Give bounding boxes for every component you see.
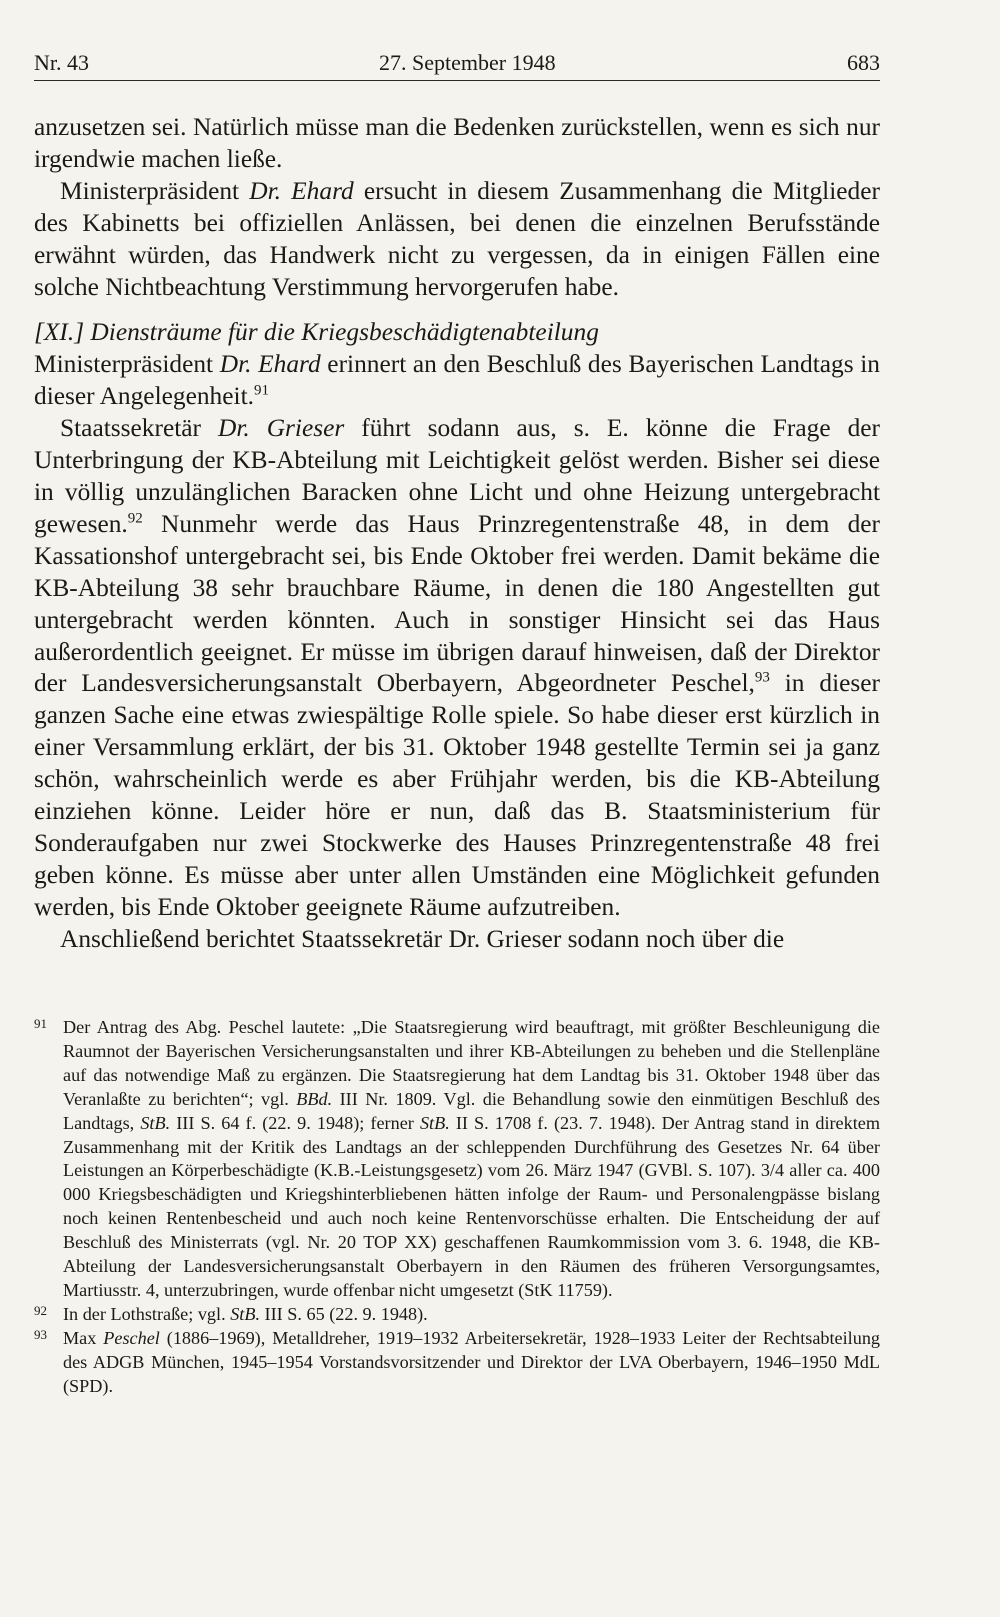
- main-text: [34, 112, 880, 956]
- footnote-ref[interactable]: 92: [127, 510, 143, 527]
- footnote-93: 93 Max Peschel (1886–1969), Metalldreher, 1919–1932 Arbeitersekretär, 1928–1933 Leiter der Rechtsabteilung des ADGB München, 1945–1954 Vorstandsvorsitzender und Direktor der LVA Oberbayern, 1946–1950 MdL (SPD).: [34, 1327, 880, 1399]
- footnotes: [34, 1016, 880, 1399]
- header-date: 27. September 1948: [379, 50, 556, 75]
- page-number: 683: [847, 50, 880, 75]
- person-name: Dr. Ehard: [249, 176, 354, 205]
- footnote-number: 91: [34, 1016, 47, 1031]
- section-title: Diensträume für die Kriegsbeschädigtenabteilung: [84, 318, 599, 347]
- document-number: Nr. 43: [34, 50, 89, 75]
- footnote-ref[interactable]: 91: [253, 382, 269, 399]
- paragraph: Ministerpräsident Dr. Ehard erinnert an den Beschluß des Bayerischen Landtags in dieser Angelegenheit.$^{91}$: [34, 350, 880, 411]
- paragraph: Anschließend berichtet Staatssekretär Dr. Grieser sodann noch über die: [60, 924, 785, 953]
- paragraph: anzusetzen sei. Natürlich müsse man die Bedenken zurückstellen, wenn es sich nur irgendwie machen ließe.: [34, 113, 880, 173]
- footnote-number: 93: [34, 1326, 47, 1342]
- footnote-91: 91 Der Antrag des Abg. Peschel lautete: „Die Staatsregierung wird beauftragt, mit größter Beschleunigung die Raumnot der Bayerischen Versicherungsanstalten und ihrer KB-Abteilungen zu beheben und die Stellenpläne auf das notwendige Maß zu ergänzen. Die Staatsregierung hat dem Landtag bis 31. Oktober 1948 über das Veranlaßte zu berichten“; vgl. BBd. III Nr. 1809. Vgl. die Behandlung sowie den einmütigen Beschluß des Landtags, StB. III S. 64 f. (22. 9. 1948); ferner StB. II S. 1708 f. (23. 7. 1948). Der Antrag stand in direktem Zusammenhang mit der Kritik des Landtags an der schleppenden Durchführung des Gesetzes Nr. 64 über Leistungen an Körperbeschädigte (K.B.-Leistungsgesetz) vom 26. März 1947 (GVBl. S. 107). 3/4 aller ca. 400 000 Kriegsbeschädigten und Kriegshinterbliebenen hätten infolge der Raum- und Personalengpässe bislang noch keinen Rentenbescheid und auch noch keine Rentenvorschüsse erhalten. Die Entscheidung der auf Beschluß des Ministerrats (vgl. Nr. 20 TOP XX) geschaffenen Raumkommission vom 3. 6. 1948, die KB-Abteilung der Landesversicherungsanstalt Oberbayern in den Räumen des früheren Versorgungsamtes, Martiusstr. 4, unterzubringen, wurde offenbar nicht umgesetzt (StK 11759).: [34, 1016, 880, 1303]
- person-name: Dr. Grieser: [217, 414, 345, 443]
- paragraph: Ministerpräsident Dr. Ehard ersucht in diesem Zusammenhang die Mitglieder des Kabinetts bei offiziellen Anlässen, bei denen die einzelnen Berufsstände erwähnt würden, das Handwerk nicht zu vergessen, da in einigen Fällen eine solche Nichtbeachtung Verstimmung hervorgerufen habe.: [34, 176, 880, 301]
- section-heading: [34, 317, 880, 349]
- section-number: [XI.]: [34, 318, 85, 347]
- running-header: [34, 46, 880, 81]
- footnote-ref[interactable]: 93: [754, 669, 770, 686]
- footnote-number: 92: [34, 1302, 47, 1318]
- person-name: Dr. Ehard: [219, 350, 321, 379]
- person-name: Peschel: [103, 1327, 160, 1348]
- footnote-92: 92 In der Lothstraße; vgl. StB. III S. 65 (22. 9. 1948).: [34, 1303, 880, 1327]
- paragraph: Staatssekretär Dr. Grieser führt sodann aus, s. E. könne die Frage der Unterbringung der KB-Abteilung mit Leichtigkeit gelöst werden. Bisher sei diese in völlig unzulänglichen Baracken ohne Licht und ohne Heizung untergebracht gewesen.$^{92}$ Nunmehr werde das Haus Prinzregentenstraße 48, in dem der Kassationshof untergebracht sei, bis Ende Oktober frei werden. Damit bekäme die KB-Abteilung 38 sehr brauchbare Räume, in denen die 180 Angestellten gut untergebracht werden könnten. Auch in sonstiger Hinsicht sei das Haus außerordentlich geeignet. Er müsse im übrigen darauf hinweisen, daß der Direktor der Landesversicherungsanstalt Oberbayern, Abgeordneter Peschel,$^{93}$ in dieser ganzen Sache eine etwas zwiespältige Rolle spiele. So habe dieser erst kürzlich in einer Versammlung erklärt, der bis 31. Oktober 1948 gestellte Termin sei ja ganz schön, wahrscheinlich werde es aber Frühjahr werden, bis die KB-Abteilung einziehen könne. Leider höre er nun, daß das B. Staatsministerium für Sonderaufgaben nur zwei Stockwerke des Hauses Prinzregentenstraße 48 frei geben könne. Es müsse aber unter allen Umständen eine Möglichkeit gefunden werden, bis Ende Oktober geeignete Räume aufzutreiben.: [34, 414, 881, 921]
